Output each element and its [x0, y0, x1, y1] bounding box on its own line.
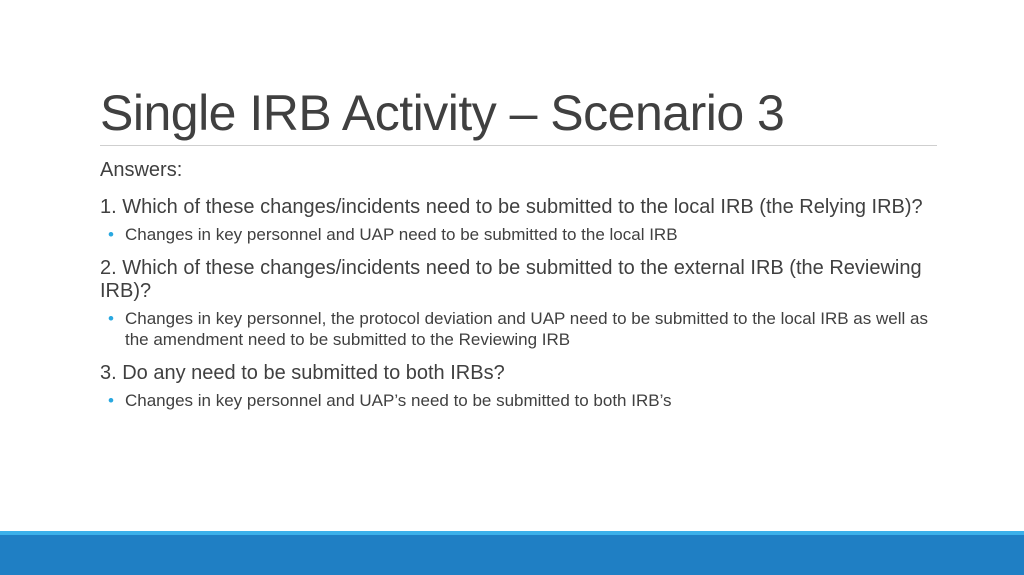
answer-text: Changes in key personnel and UAP’s need to be submitted to both IRB’s: [125, 391, 672, 410]
question-text: 3. Do any need to be submitted to both IRBs?: [100, 362, 505, 384]
slide-title: Single IRB Activity – Scenario 3: [100, 85, 785, 141]
bullet-icon: •: [108, 309, 114, 328]
question-item: [100, 196, 930, 245]
answer-text: Changes in key personnel, the protocol deviation and UAP need to be submitted to the local IRB as well as the amendment need to be submitted to the Reviewing IRB: [125, 309, 928, 349]
answer-bullet: [100, 308, 930, 350]
bullet-icon: •: [108, 391, 114, 410]
slide-body: [100, 158, 930, 423]
question-item: [100, 362, 930, 411]
title-divider: [100, 145, 937, 146]
question-text: 1. Which of these changes/incidents need to be submitted to the local IRB (the Relying IRB)?: [100, 196, 923, 218]
answer-text: Changes in key personnel and UAP need to be submitted to the local IRB: [125, 225, 678, 244]
answer-bullet: [100, 224, 930, 245]
answer-bullet: [100, 390, 930, 411]
question-item: [100, 257, 930, 350]
question-text: 2. Which of these changes/incidents need to be submitted to the external IRB (the Reviewing IRB)?: [100, 257, 922, 302]
answers-heading: Answers:: [100, 159, 183, 181]
bullet-icon: •: [108, 225, 114, 244]
footer-band: [0, 535, 1024, 575]
